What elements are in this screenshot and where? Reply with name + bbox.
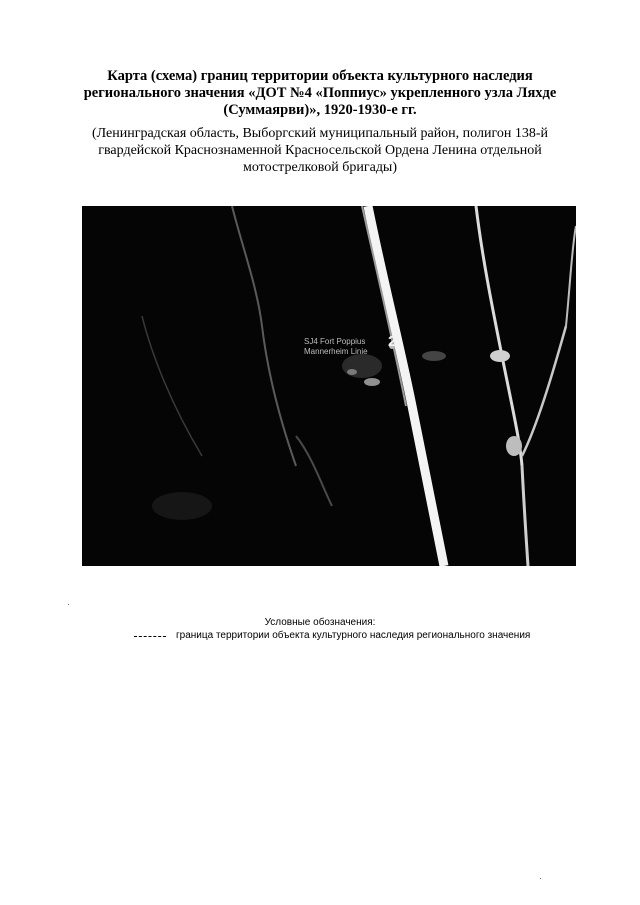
fortification-detail	[364, 378, 380, 386]
terrain-patch	[152, 492, 212, 520]
scan-speck	[540, 878, 541, 879]
legend-title: Условные обозначения:	[264, 617, 376, 628]
bright-patch	[490, 350, 510, 362]
fortification-detail	[347, 369, 357, 375]
legend-item-label: граница территории объекта культурного наследия регионального значения	[176, 630, 531, 641]
faint-trail	[142, 316, 202, 456]
faint-trail	[232, 206, 296, 466]
scan-speck	[68, 604, 69, 605]
legend-item	[132, 630, 552, 644]
map-marker-number: 2	[388, 333, 397, 350]
bright-patch	[506, 436, 522, 456]
document-title: Карта (схема) границ территории объекта культурного наследия регионального значения «ДОТ №4 «Поппиус» укрепленного узла Ляхде (Суммаярви)», 1920-1930-е гг.	[83, 68, 557, 118]
dashed-boundary-symbol	[134, 636, 166, 637]
map-terrain	[82, 206, 576, 566]
main-road	[368, 206, 444, 566]
satellite-map-image	[82, 206, 576, 566]
faint-trail	[296, 436, 332, 506]
map-marker-label: SJ4 Fort Poppius Mannerheim Linie	[304, 337, 368, 356]
far-right-track-top	[566, 226, 576, 326]
document-subtitle: (Ленинградская область, Выборгский муниципальный район, полигон 138-й гвардейской Краснознаменной Красносельской Ордена Ленина отдельной мотострелковой бригады)	[91, 126, 549, 175]
right-track	[476, 206, 522, 466]
fortification-area	[342, 354, 382, 378]
far-right-track	[522, 326, 566, 456]
right-track-lower	[522, 466, 528, 566]
terrain-patch	[422, 351, 446, 361]
